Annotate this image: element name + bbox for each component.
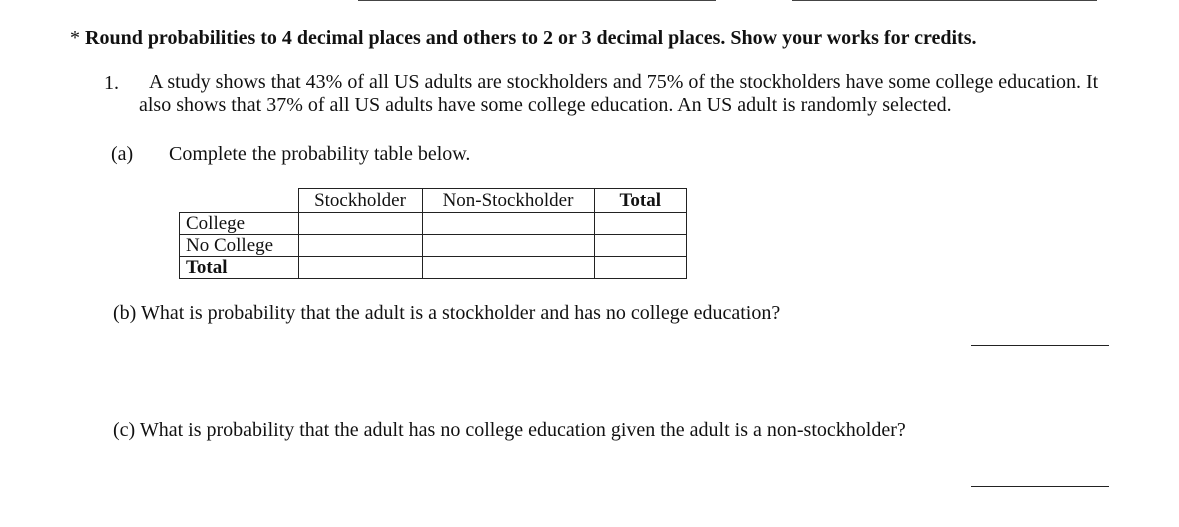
- table-row-no-college: [180, 235, 687, 257]
- table-corner-cell: [180, 189, 299, 213]
- answer-line-c[interactable]: [971, 486, 1109, 487]
- cell-college-stockholder[interactable]: [298, 213, 422, 235]
- cell-college-total[interactable]: [594, 213, 687, 235]
- row-label-college: College: [180, 213, 299, 235]
- part-a-text: Complete the probability table below.: [169, 143, 471, 165]
- cell-total-stockholder[interactable]: [298, 257, 422, 279]
- question-number: 1.: [104, 72, 119, 94]
- table-row-college: [180, 213, 687, 235]
- top-rule-left: [358, 0, 716, 1]
- instructions-text: Round probabilities to 4 decimal places and others to 2 or 3 decimal places. Show your works for credits.: [85, 27, 977, 49]
- cell-no-college-total[interactable]: [594, 235, 687, 257]
- row-label-no-college: No College: [180, 235, 299, 257]
- top-rule-right: [792, 0, 1097, 1]
- part-c-question: (c) What is probability that the adult has no college education given the adult is a non-stockholder?: [113, 419, 906, 441]
- part-a-label: (a): [111, 143, 134, 165]
- answer-line-b[interactable]: [971, 345, 1109, 346]
- row-label-total: Total: [180, 257, 299, 279]
- cell-total-non-stockholder[interactable]: [422, 257, 594, 279]
- question-text: A study shows that 43% of all US adults are stockholders and 75% of the stockholders have some college education. It also shows that 37% of all US adults have some college education. An US adult is randomly selected.: [139, 71, 1099, 116]
- cell-total-total[interactable]: [594, 257, 687, 279]
- table-header-row: [180, 189, 687, 213]
- column-header-stockholder: Stockholder: [298, 189, 422, 213]
- cell-no-college-stockholder[interactable]: [298, 235, 422, 257]
- table-row-total: [180, 257, 687, 279]
- column-header-non-stockholder: Non-Stockholder: [422, 189, 594, 213]
- probability-table: [179, 188, 687, 279]
- part-b-question: (b) What is probability that the adult is a stockholder and has no college education?: [113, 302, 781, 324]
- cell-no-college-non-stockholder[interactable]: [422, 235, 594, 257]
- cell-college-non-stockholder[interactable]: [422, 213, 594, 235]
- instructions: [70, 27, 977, 50]
- instructions-star: *: [70, 27, 80, 49]
- column-header-total: Total: [594, 189, 687, 213]
